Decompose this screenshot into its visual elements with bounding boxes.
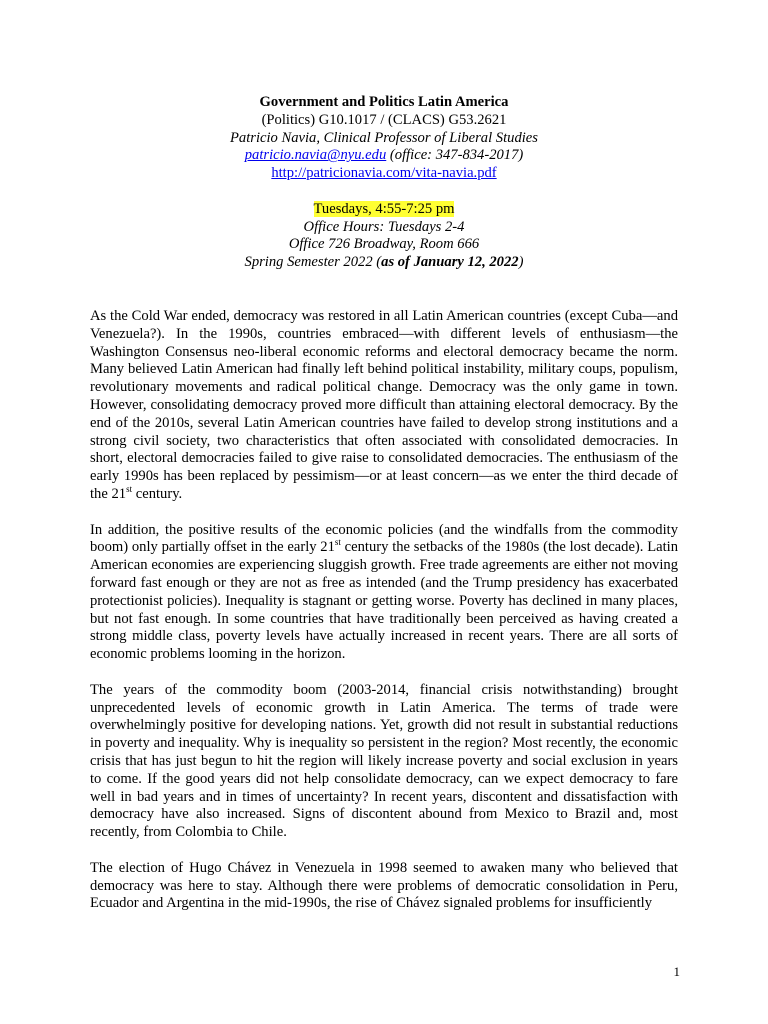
course-codes: (Politics) G10.1017 / (CLACS) G53.2621	[261, 111, 507, 128]
paragraph-2-end: century the setbacks of the 1980s (the lost decade). Latin American economies are experiencing sluggish growth. Free trade agreements are either not moving forward fast enough or they are not as free as intended (and the Trump presidency has exacerbated protectionist policies). Inequality is stagnant or getting worse. Poverty has declined in many places, but not fast enough. In some countries that have traditionally been perceived as having created a strong middle class, poverty levels have actually increased in recent years. There are all sorts of economic problems looming in the horizon.	[90, 539, 678, 663]
ordinal-suffix: st	[126, 484, 133, 495]
paragraph-2	[90, 522, 678, 664]
paragraph-4: The election of Hugo Chávez in Venezuela in 1998 seemed to awaken many who believed that democracy was here to stay. Although there were problems of democratic consolidation in Peru, Ecuador and Argentina in the mid-1990s, the rise of Chávez signaled problems for insufficiently	[90, 859, 678, 912]
paragraph-1-text: As the Cold War ended, democracy was restored in all Latin American countries (except Cuba—and Venezuela?). In the 1990s, countries embraced—with different levels of enthusiasm—the Washington Consensus neo-liberal economic reforms and electoral democracy became the norm. Many believed Latin American had finally left behind political instability, military coups, populism, revolutionary movements and radical political change. Democracy was the only game in town. However, consolidating democracy proved more difficult than attaining electoral democracy. By the end of the 2010s, several Latin American countries have failed to develop strong institutions and a strong civil society, two characteristics that often associated with consolidated democracies. In short, electoral democracies failed to give raise to consolidated democracies. The enthusiasm of the early 1990s has been replaced by pessimism—or at least concern—as we enter the third decade of the 21	[90, 308, 678, 502]
instructor-line: Patricio Navia, Clinical Professor of Liberal Studies	[230, 129, 538, 146]
course-title: Government and Politics Latin America	[259, 94, 509, 110]
page-number: 1	[673, 964, 680, 979]
ordinal-suffix: st	[334, 537, 341, 548]
semester-line	[90, 254, 678, 272]
semester-suffix: )	[518, 254, 524, 271]
contact-line	[90, 147, 678, 165]
spacer	[90, 183, 678, 201]
paragraph-3: The years of the commodity boom (2003-2014, financial crisis notwithstanding) brought unprecedented levels of economic growth in Latin America. The terms of trade were overwhelmingly positive for developing nations. Yet, growth did not result in substantial reductions in poverty and inequality. Why is inequality so persistent in the region? Most recently, the economic crisis that has just begun to hit the region will likely increase poverty and social exclusion in years to come. If the good years did not help consolidate democracy, can we expect democracy to fare well in bad years and in times of uncertainty? In recent years, discontent and dissatisfaction with democracy have also increased. Signs of discontent abound from Mexico to Brazil and, most recently, from Colombia to Chile.	[90, 681, 678, 841]
semester-prefix: Spring Semester 2022 (	[244, 254, 382, 271]
paragraph-1	[90, 308, 678, 504]
cv-link[interactable]: http://patricionavia.com/vita-navia.pdf	[271, 165, 497, 182]
semester-date: as of January 12, 2022	[381, 254, 519, 271]
office-phone: (office: 347-834-2017)	[389, 147, 524, 164]
office-location: Office 726 Broadway, Room 666	[288, 236, 480, 253]
paragraph-2-text: In addition, the positive results of the economic policies (and the windfalls from the commodity boom) only partially offset in the early 21	[90, 521, 678, 556]
email-link[interactable]: patricio.navia@nyu.edu	[244, 147, 387, 164]
document-header	[90, 94, 678, 272]
document-body	[90, 308, 678, 931]
office-hours: Office Hours: Tuesdays 2-4	[303, 218, 465, 235]
paragraph-1-end: century.	[132, 485, 183, 502]
class-time: Tuesdays, 4:55-7:25 pm	[313, 200, 455, 217]
